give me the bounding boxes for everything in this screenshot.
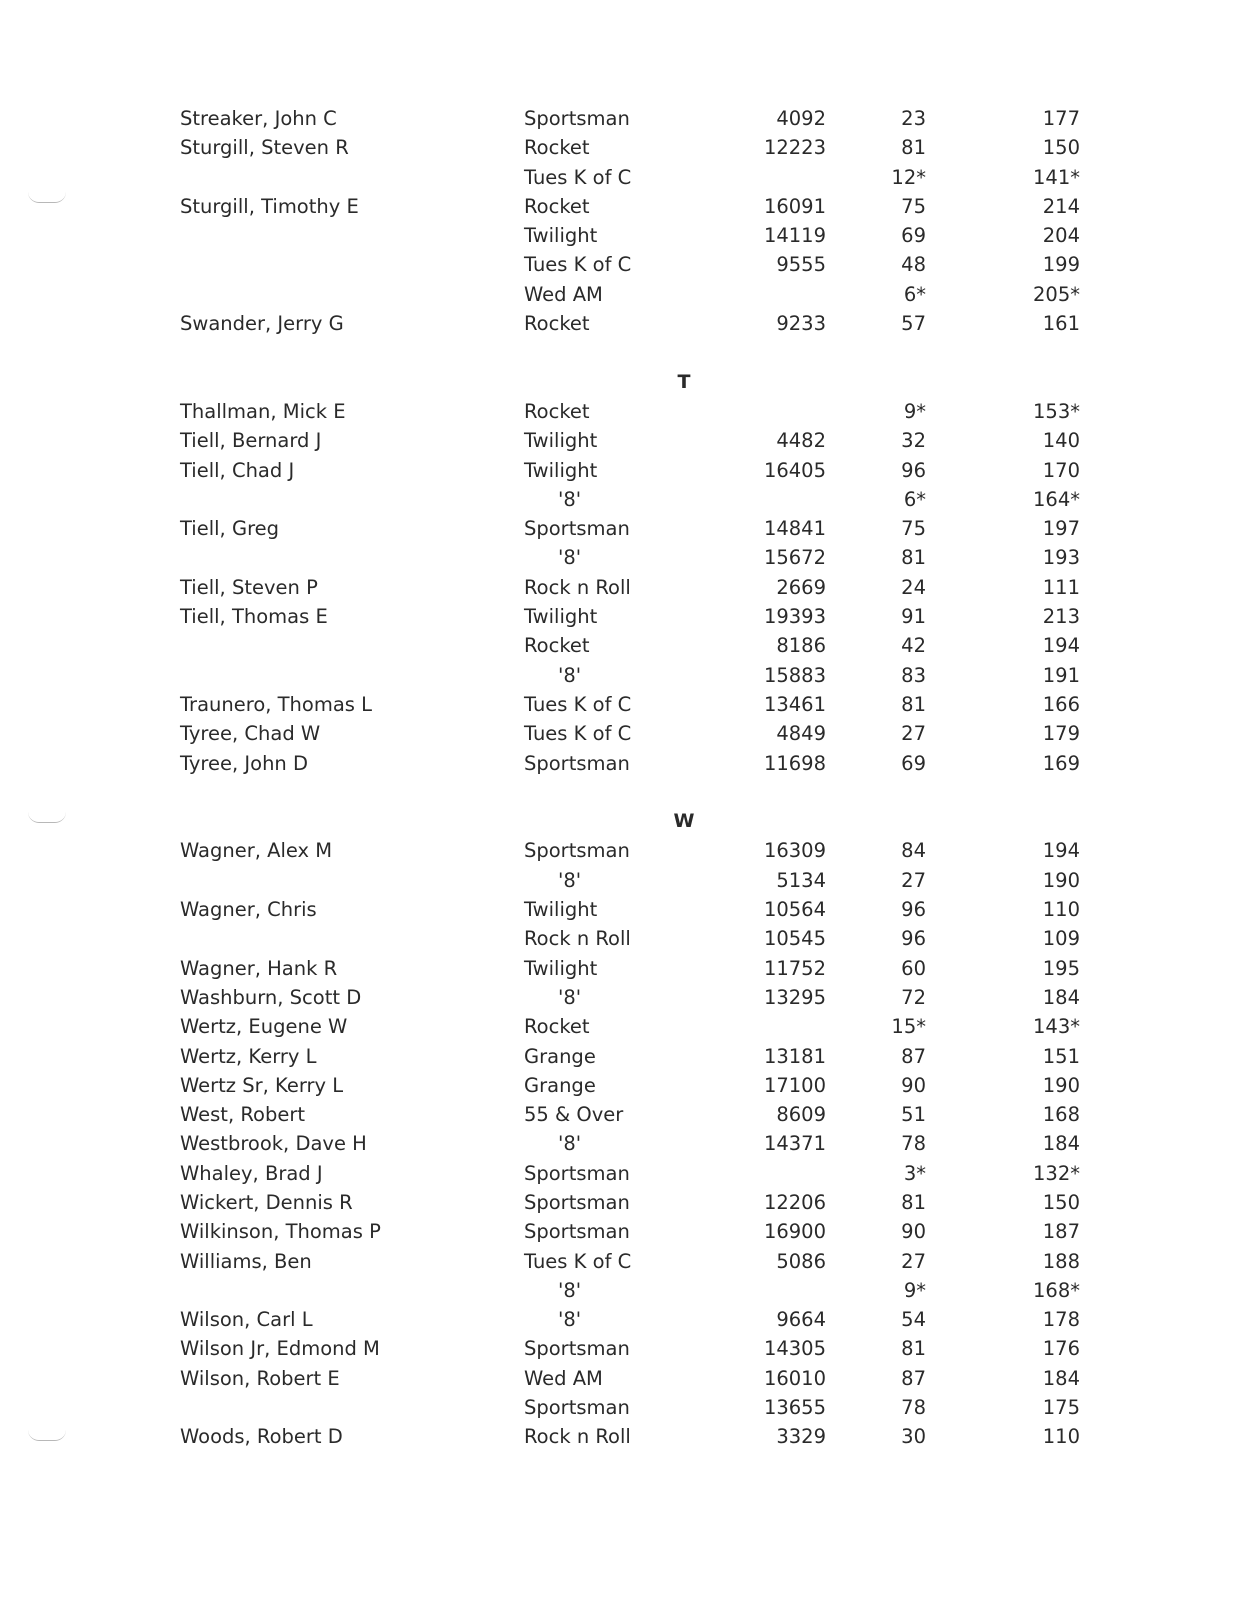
- average: 214: [1042, 194, 1080, 218]
- table-row: [0, 895, 1245, 924]
- total-pins: 19393: [763, 605, 826, 629]
- roster-section: [0, 104, 1245, 338]
- average: 190: [1042, 868, 1080, 892]
- table-row: [0, 1042, 1245, 1071]
- average: 197: [1042, 517, 1080, 541]
- bowler-name: Wagner, Hank R: [180, 956, 338, 980]
- table-row: [0, 133, 1245, 162]
- average: 169: [1042, 751, 1080, 775]
- average: 199: [1042, 253, 1080, 277]
- bowler-name: West, Robert: [180, 1103, 305, 1127]
- league-name: Twilight: [524, 956, 598, 980]
- bowler-name: Swander, Jerry G: [180, 312, 344, 336]
- total-pins: 16900: [763, 1220, 826, 1244]
- bowler-name: Wertz, Eugene W: [180, 1015, 348, 1039]
- league-name: '8': [558, 868, 582, 892]
- league-name: Rocket: [524, 312, 590, 336]
- games-count: 54: [901, 1308, 926, 1332]
- average: 140: [1042, 429, 1080, 453]
- average: 194: [1042, 634, 1080, 658]
- average: 111: [1042, 575, 1080, 599]
- table-row: [0, 924, 1245, 953]
- table-row: [0, 1159, 1245, 1188]
- average: 178: [1042, 1308, 1080, 1332]
- league-name: Wed AM: [524, 282, 603, 306]
- games-count: 91: [901, 605, 926, 629]
- league-name: Grange: [524, 1044, 596, 1068]
- league-name: Sportsman: [524, 1396, 630, 1420]
- league-name: Rocket: [524, 1015, 590, 1039]
- bowler-name: Wagner, Alex M: [180, 839, 333, 863]
- league-name: Sportsman: [524, 1337, 630, 1361]
- games-count: 51: [901, 1103, 926, 1127]
- league-name: Sportsman: [524, 107, 630, 130]
- games-count: 78: [901, 1396, 926, 1420]
- average: 195: [1042, 956, 1080, 980]
- average: 143*: [1033, 1015, 1080, 1039]
- section-gap: [0, 338, 1245, 367]
- games-count: 69: [901, 224, 926, 248]
- table-row: [0, 1334, 1245, 1363]
- average: 213: [1042, 605, 1080, 629]
- games-count: 12*: [891, 165, 926, 189]
- games-count: 81: [901, 546, 926, 570]
- league-name: '8': [558, 663, 582, 687]
- games-count: 57: [901, 312, 926, 336]
- total-pins: 15883: [763, 663, 826, 687]
- bowler-name: Tyree, Chad W: [180, 722, 321, 746]
- games-count: 83: [901, 663, 926, 687]
- games-count: 90: [901, 1073, 926, 1097]
- average: 194: [1042, 839, 1080, 863]
- games-count: 84: [901, 839, 926, 863]
- total-pins: 12206: [763, 1190, 826, 1214]
- table-row: [0, 719, 1245, 748]
- bowler-name: Tyree, John D: [180, 751, 309, 775]
- average: 132*: [1033, 1161, 1080, 1185]
- bowler-name: Tiell, Steven P: [180, 575, 318, 599]
- total-pins: 16010: [763, 1366, 826, 1390]
- table-row: [0, 1129, 1245, 1158]
- bowler-name: Tiell, Thomas E: [180, 605, 328, 629]
- table-row: [0, 1393, 1245, 1422]
- league-name: Tues K of C: [524, 165, 632, 189]
- table-row: [0, 573, 1245, 602]
- games-count: 81: [901, 692, 926, 716]
- table-row: [0, 250, 1245, 279]
- table-row: [0, 1071, 1245, 1100]
- league-name: '8': [558, 1308, 582, 1332]
- average: 190: [1042, 1073, 1080, 1097]
- games-count: 90: [901, 1220, 926, 1244]
- league-name: Sportsman: [524, 517, 630, 541]
- average: 205*: [1033, 282, 1080, 306]
- league-name: Tues K of C: [524, 1249, 632, 1273]
- table-row: [0, 749, 1245, 778]
- table-row: [0, 163, 1245, 192]
- league-name: '8': [558, 985, 582, 1009]
- league-name: Rocket: [524, 634, 590, 658]
- total-pins: 3329: [776, 1425, 826, 1449]
- bowler-name: Wagner, Chris: [180, 898, 317, 922]
- table-row: [0, 866, 1245, 895]
- league-name: Rocket: [524, 136, 590, 160]
- bowler-name: Traunero, Thomas L: [180, 692, 373, 716]
- total-pins: 5134: [776, 868, 826, 892]
- table-row: [0, 602, 1245, 631]
- average: 193: [1042, 546, 1080, 570]
- section-letter: W: [673, 810, 695, 833]
- league-name: Twilight: [524, 605, 598, 629]
- games-count: 42: [901, 634, 926, 658]
- section-letter-heading: [0, 368, 1245, 397]
- games-count: 6*: [903, 282, 926, 306]
- total-pins: 13655: [763, 1396, 826, 1420]
- average: 184: [1042, 1132, 1080, 1156]
- table-row: [0, 280, 1245, 309]
- average: 168: [1042, 1103, 1080, 1127]
- total-pins: 4849: [776, 722, 826, 746]
- games-count: 75: [901, 517, 926, 541]
- games-count: 81: [901, 1337, 926, 1361]
- average: 151: [1042, 1044, 1080, 1068]
- average: 204: [1042, 224, 1080, 248]
- bowler-name: Williams, Ben: [180, 1249, 312, 1273]
- bowler-name: Westbrook, Dave H: [180, 1132, 367, 1156]
- average: 191: [1042, 663, 1080, 687]
- average: 177: [1042, 107, 1080, 130]
- table-row: [0, 514, 1245, 543]
- total-pins: 10545: [763, 927, 826, 951]
- table-row: [0, 192, 1245, 221]
- bowler-name: Tiell, Bernard J: [180, 429, 322, 453]
- total-pins: 13295: [763, 985, 826, 1009]
- table-row: [0, 1305, 1245, 1334]
- league-name: Twilight: [524, 458, 598, 482]
- games-count: 15*: [891, 1015, 926, 1039]
- bowler-name: Wilson, Carl L: [180, 1308, 313, 1332]
- games-count: 81: [901, 136, 926, 160]
- roster-section: [0, 338, 1245, 777]
- games-count: 27: [901, 868, 926, 892]
- bowler-name: Woods, Robert D: [180, 1425, 343, 1449]
- games-count: 3*: [903, 1161, 926, 1185]
- league-name: Rock n Roll: [524, 1425, 631, 1449]
- games-count: 24: [901, 575, 926, 599]
- bowler-name: Washburn, Scott D: [180, 985, 362, 1009]
- total-pins: 4482: [776, 429, 826, 453]
- average: 166: [1042, 692, 1080, 716]
- bowler-name: Whaley, Brad J: [180, 1161, 323, 1185]
- total-pins: 2669: [776, 575, 826, 599]
- bowler-name: Tiell, Greg: [180, 517, 280, 541]
- average: 150: [1042, 1190, 1080, 1214]
- table-row: [0, 661, 1245, 690]
- table-row: [0, 543, 1245, 572]
- average: 141*: [1033, 165, 1080, 189]
- total-pins: 12223: [763, 136, 826, 160]
- table-row: [0, 954, 1245, 983]
- games-count: 48: [901, 253, 926, 277]
- average: 168*: [1033, 1278, 1080, 1302]
- average: 184: [1042, 985, 1080, 1009]
- average: 188: [1042, 1249, 1080, 1273]
- league-name: '8': [558, 1132, 582, 1156]
- table-row: [0, 309, 1245, 338]
- games-count: 96: [901, 927, 926, 951]
- table-row: [0, 631, 1245, 660]
- bowler-name: Wilson Jr, Edmond M: [180, 1337, 380, 1361]
- table-row: [0, 426, 1245, 455]
- section-letter-heading: [0, 807, 1245, 836]
- total-pins: 11752: [763, 956, 826, 980]
- total-pins: 5086: [776, 1249, 826, 1273]
- average: 110: [1042, 1425, 1080, 1449]
- table-row: [0, 104, 1245, 133]
- games-count: 60: [901, 956, 926, 980]
- total-pins: 17100: [763, 1073, 826, 1097]
- total-pins: 10564: [763, 898, 826, 922]
- average: 153*: [1033, 399, 1080, 423]
- roster-section: [0, 778, 1245, 1452]
- total-pins: 9664: [776, 1308, 826, 1332]
- average: 176: [1042, 1337, 1080, 1361]
- average: 179: [1042, 722, 1080, 746]
- bowler-name: Wilkinson, Thomas P: [180, 1220, 381, 1244]
- table-row: [0, 1276, 1245, 1305]
- league-name: 55 & Over: [524, 1103, 624, 1127]
- league-name: Twilight: [524, 429, 598, 453]
- games-count: 23: [901, 107, 926, 130]
- league-name: Rocket: [524, 399, 590, 423]
- table-row: [0, 456, 1245, 485]
- total-pins: 16309: [763, 839, 826, 863]
- league-name: Sportsman: [524, 839, 630, 863]
- total-pins: 13461: [763, 692, 826, 716]
- table-row: [0, 1100, 1245, 1129]
- bowler-name: Sturgill, Steven R: [180, 136, 349, 160]
- bowler-name: Wertz, Kerry L: [180, 1044, 317, 1068]
- total-pins: 15672: [763, 546, 826, 570]
- league-name: Tues K of C: [524, 722, 632, 746]
- bowler-name: Thallman, Mick E: [180, 399, 346, 423]
- league-name: '8': [558, 1278, 582, 1302]
- games-count: 87: [901, 1044, 926, 1068]
- table-row: [0, 1012, 1245, 1041]
- average: 187: [1042, 1220, 1080, 1244]
- average: 170: [1042, 458, 1080, 482]
- league-name: Tues K of C: [524, 253, 632, 277]
- section-gap: [0, 778, 1245, 807]
- games-count: 81: [901, 1190, 926, 1214]
- table-row: [0, 983, 1245, 1012]
- table-row: [0, 221, 1245, 250]
- bowler-name: Sturgill, Timothy E: [180, 194, 359, 218]
- total-pins: 14119: [763, 224, 826, 248]
- games-count: 96: [901, 458, 926, 482]
- games-count: 87: [901, 1366, 926, 1390]
- games-count: 27: [901, 1249, 926, 1273]
- table-row: [0, 1247, 1245, 1276]
- table-row: [0, 1188, 1245, 1217]
- average: 150: [1042, 136, 1080, 160]
- games-count: 9*: [903, 1278, 926, 1302]
- bowler-name: Wilson, Robert E: [180, 1366, 340, 1390]
- table-row: [0, 397, 1245, 426]
- total-pins: 9555: [776, 253, 826, 277]
- games-count: 30: [901, 1425, 926, 1449]
- games-count: 75: [901, 194, 926, 218]
- table-row: [0, 485, 1245, 514]
- games-count: 32: [901, 429, 926, 453]
- table-row: [0, 1364, 1245, 1393]
- bowler-name: Tiell, Chad J: [180, 458, 295, 482]
- bowler-name: Streaker, John C: [180, 107, 337, 130]
- league-name: Tues K of C: [524, 692, 632, 716]
- table-row: [0, 690, 1245, 719]
- league-name: Wed AM: [524, 1366, 603, 1390]
- league-name: Rocket: [524, 194, 590, 218]
- average: 110: [1042, 898, 1080, 922]
- total-pins: 13181: [763, 1044, 826, 1068]
- games-count: 6*: [903, 487, 926, 511]
- total-pins: 14371: [763, 1132, 826, 1156]
- total-pins: 16405: [763, 458, 826, 482]
- league-name: Sportsman: [524, 1190, 630, 1214]
- table-row: [0, 836, 1245, 865]
- bowler-name: Wickert, Dennis R: [180, 1190, 353, 1214]
- games-count: 27: [901, 722, 926, 746]
- league-name: Sportsman: [524, 1220, 630, 1244]
- average: 184: [1042, 1366, 1080, 1390]
- games-count: 9*: [903, 399, 926, 423]
- total-pins: 11698: [763, 751, 826, 775]
- total-pins: 8609: [776, 1103, 826, 1127]
- average: 161: [1042, 312, 1080, 336]
- total-pins: 4092: [776, 107, 826, 130]
- total-pins: 8186: [776, 634, 826, 658]
- average: 109: [1042, 927, 1080, 951]
- games-count: 96: [901, 898, 926, 922]
- league-name: '8': [558, 487, 582, 511]
- league-name: Sportsman: [524, 751, 630, 775]
- league-name: '8': [558, 546, 582, 570]
- league-name: Grange: [524, 1073, 596, 1097]
- average: 175: [1042, 1396, 1080, 1420]
- games-count: 72: [901, 985, 926, 1009]
- league-name: Twilight: [524, 224, 598, 248]
- bowler-roster: [0, 104, 1245, 1452]
- league-name: Rock n Roll: [524, 927, 631, 951]
- bowler-name: Wertz Sr, Kerry L: [180, 1073, 344, 1097]
- total-pins: 14305: [763, 1337, 826, 1361]
- section-letter: T: [677, 370, 691, 393]
- average: 164*: [1033, 487, 1080, 511]
- games-count: 78: [901, 1132, 926, 1156]
- league-name: Twilight: [524, 898, 598, 922]
- league-name: Rock n Roll: [524, 575, 631, 599]
- total-pins: 9233: [776, 312, 826, 336]
- league-name: Sportsman: [524, 1161, 630, 1185]
- table-row: [0, 1217, 1245, 1246]
- total-pins: 16091: [763, 194, 826, 218]
- table-row: [0, 1422, 1245, 1451]
- games-count: 69: [901, 751, 926, 775]
- total-pins: 14841: [763, 517, 826, 541]
